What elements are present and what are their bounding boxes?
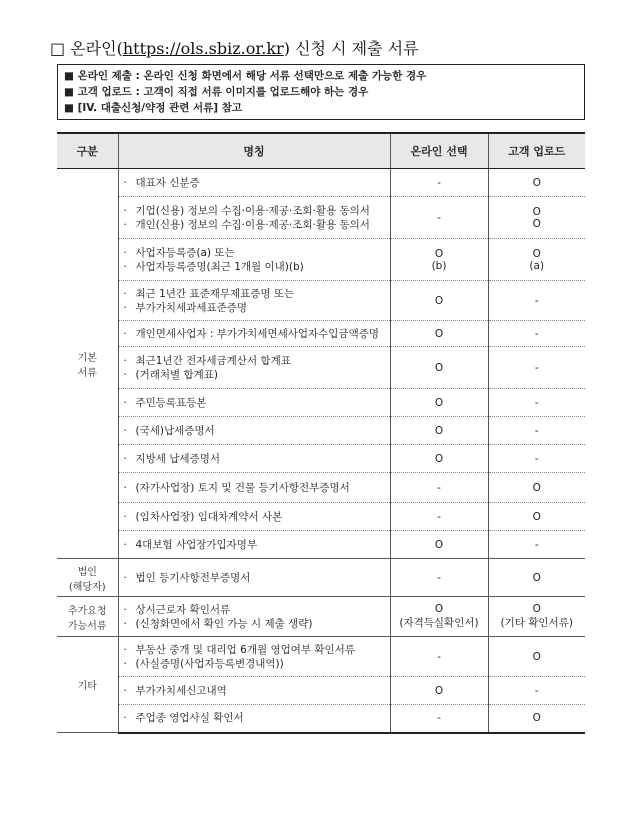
table-row: [57, 705, 585, 733]
online-select-cell: O: [390, 321, 488, 347]
document-name-cell: · 지방세 납세증명서: [118, 445, 390, 473]
online-select-cell: -: [390, 473, 488, 503]
table-row: [57, 445, 585, 473]
category-cell: 기타: [57, 637, 118, 733]
note-customer-upload: ■ 고객 업로드 : 고객이 직접 서류 이미지를 업로드해야 하는 경우: [64, 86, 369, 98]
online-select-cell: O: [390, 677, 488, 705]
document-name-cell: · (임차사업장) 임대차계약서 사본: [118, 503, 390, 531]
document-name-cell: · (자가사업장) 토지 및 건물 등기사항전부증명서: [118, 473, 390, 503]
table-row: [57, 321, 585, 347]
table-row: [57, 531, 585, 559]
table-row: [57, 389, 585, 417]
document-name-cell: · 법인 등기사항전부증명서: [118, 559, 390, 597]
document-name-cell: · 상시근로자 확인서류 · (신청화면에서 확인 가능 시 제출 생략): [118, 597, 390, 637]
document-name-cell: · 부동산 중개 및 대리업 6개월 영업여부 확인서류 · (사실증명(사업자등록변경내역)): [118, 637, 390, 677]
header-upload: 고객 업로드: [488, 133, 585, 169]
online-select-cell: O: [390, 531, 488, 559]
table-row: [57, 417, 585, 445]
document-name-cell: · 부가가치세신고내역: [118, 677, 390, 705]
online-select-cell: O: [390, 347, 488, 389]
document-name-cell: · 사업자등록증(a) 또는 · 사업자등록증명(최근 1개월 이내)(b): [118, 239, 390, 281]
customer-upload-cell: O O: [488, 197, 585, 239]
online-select-cell: O (자격득실확인서): [390, 597, 488, 637]
customer-upload-cell: O (a): [488, 239, 585, 281]
online-select-cell: O: [390, 281, 488, 321]
header-category: 구분: [57, 133, 118, 169]
customer-upload-cell: -: [488, 347, 585, 389]
online-select-cell: -: [390, 705, 488, 733]
online-select-cell: -: [390, 197, 488, 239]
customer-upload-cell: -: [488, 531, 585, 559]
online-select-cell: -: [390, 637, 488, 677]
online-select-cell: -: [390, 503, 488, 531]
document-name-cell: · 개인면세사업자 : 부가가치세면세사업자수입금액증명: [118, 321, 390, 347]
header-online: 온라인 선택: [390, 133, 488, 169]
online-select-cell: O: [390, 445, 488, 473]
customer-upload-cell: O: [488, 169, 585, 197]
document-name-cell: · (국세)납세증명서: [118, 417, 390, 445]
note-online-submit: ■ 온라인 제출 : 온라인 신청 화면에서 해당 서류 선택만으로 제출 가능한 경우: [64, 70, 427, 82]
document-name-cell: · 4대보험 사업장가입자명부: [118, 531, 390, 559]
document-name-cell: · 기업(신용) 정보의 수집·이용·제공·조회·활용 동의서 · 개인(신용) 정보의 수집·이용·제공·조회·활용 동의서: [118, 197, 390, 239]
customer-upload-cell: -: [488, 281, 585, 321]
customer-upload-cell: -: [488, 417, 585, 445]
documents-table: [57, 132, 585, 734]
customer-upload-cell: O: [488, 637, 585, 677]
document-name-cell: · 최근 1년간 표준재무제표증명 또는 · 부가가치세과세표준증명: [118, 281, 390, 321]
table-row: [57, 347, 585, 389]
table-row: [57, 677, 585, 705]
header-name: 명칭: [118, 133, 390, 169]
document-name-cell: · 주업종 영업사실 확인서: [118, 705, 390, 733]
notes-box: [57, 64, 585, 120]
document-name-cell: · 대표자 신분증: [118, 169, 390, 197]
customer-upload-cell: O (기타 확인서류): [488, 597, 585, 637]
note-reference: ■ [IV. 대출신청/약정 관련 서류] 참고: [64, 102, 243, 114]
document-name-cell: · 주민등록표등본: [118, 389, 390, 417]
customer-upload-cell: -: [488, 389, 585, 417]
customer-upload-cell: O: [488, 559, 585, 597]
category-cell: 추가요청 가능서류: [57, 597, 118, 637]
customer-upload-cell: O: [488, 503, 585, 531]
table-row: [57, 559, 585, 597]
online-select-cell: O (b): [390, 239, 488, 281]
document-name-cell: · 최근1년간 전자세금계산서 합계표 · (거래처별 합계표): [118, 347, 390, 389]
customer-upload-cell: -: [488, 677, 585, 705]
table-row: [57, 473, 585, 503]
online-select-cell: -: [390, 559, 488, 597]
customer-upload-cell: -: [488, 445, 585, 473]
page-title: [50, 36, 418, 59]
table-header-row: [57, 133, 585, 169]
online-select-cell: -: [390, 169, 488, 197]
table-row: [57, 169, 585, 197]
category-cell: 기본 서류: [57, 169, 118, 559]
table-row: [57, 281, 585, 321]
title-prefix: □ 온라인(: [50, 39, 123, 58]
customer-upload-cell: O: [488, 705, 585, 733]
online-select-cell: O: [390, 417, 488, 445]
title-url-link[interactable]: https://ols.sbiz.or.kr: [122, 39, 284, 58]
table-row: [57, 597, 585, 637]
title-suffix: ) 신청 시 제출 서류: [283, 39, 419, 58]
table-body: [57, 169, 585, 733]
customer-upload-cell: O: [488, 473, 585, 503]
table-row: [57, 239, 585, 281]
table-row: [57, 503, 585, 531]
category-cell: 법인 (해당자): [57, 559, 118, 597]
customer-upload-cell: -: [488, 321, 585, 347]
table-row: [57, 637, 585, 677]
online-select-cell: O: [390, 389, 488, 417]
table-row: [57, 197, 585, 239]
